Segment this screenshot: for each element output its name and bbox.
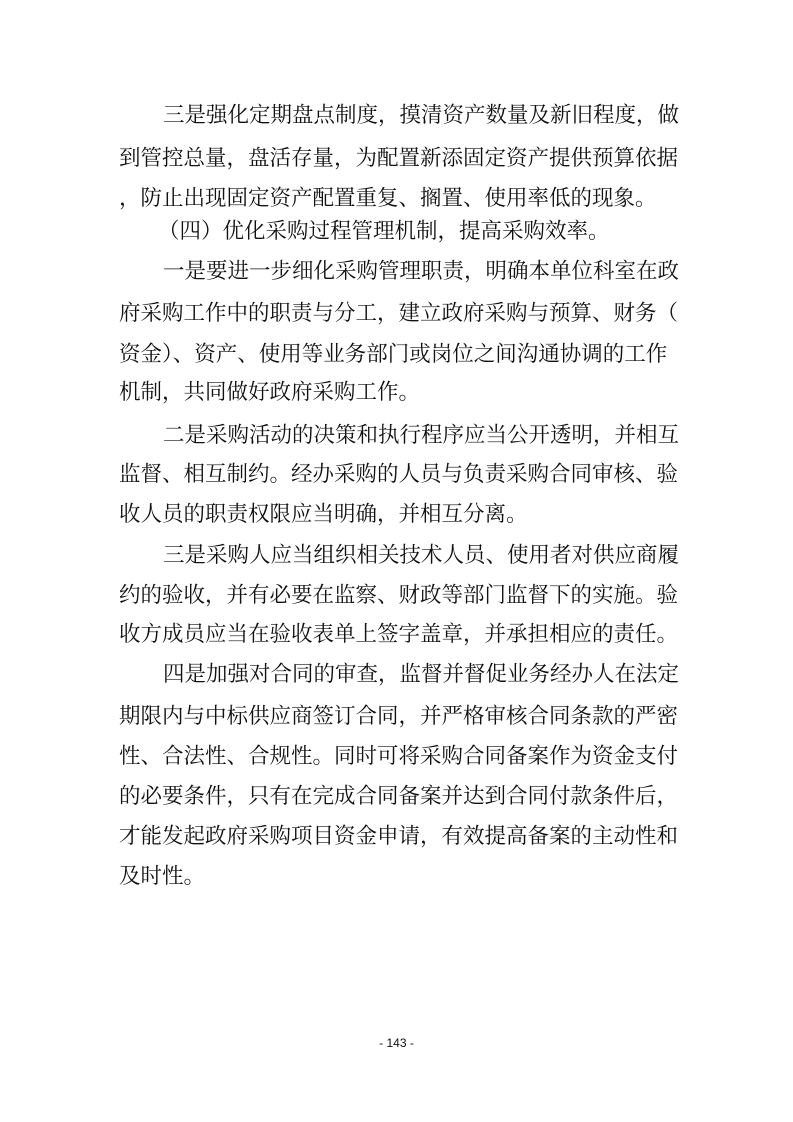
line-text: 三是强化定期盘点制度，摸清资产数量及新旧程度，做 — [163, 103, 680, 128]
line-text: 二是采购活动的决策和执行程序应当公开透明，并相互 — [163, 423, 680, 448]
paragraph-line — [0, 139, 793, 179]
line-text: 性、合法性、合规性。同时可将采购合同备案作为资金支付 — [119, 744, 679, 769]
section-heading — [0, 212, 793, 252]
paragraph-line — [0, 416, 793, 456]
line-text: 一是要进一步细化采购管理职责，明确本单位科室在政 — [163, 259, 680, 284]
paragraph-line — [0, 294, 793, 334]
paragraph-line — [0, 252, 793, 292]
line-text: 到管控总量，盘活存量，为配置新添固定资产提供预算依据 — [119, 146, 679, 171]
paragraph-line — [0, 455, 793, 495]
line-text: 府采购工作中的职责与分工，建立政府采购与预算、财务（ — [119, 301, 679, 326]
line-text: 才能发起政府采购项目资金申请，有效提高备案的主动性和 — [119, 824, 679, 849]
paragraph-line — [0, 615, 793, 655]
paragraph-line — [0, 857, 793, 897]
line-text: 及时性。 — [119, 864, 206, 889]
line-text: 四是加强对合同的审查，监督并督促业务经办人在法定 — [163, 662, 680, 687]
paragraph-line — [0, 335, 793, 375]
line-text: 的必要条件，只有在完成合同备案并达到合同付款条件后， — [119, 784, 679, 809]
heading-text: （四）优化采购过程管理机制，提高采购效率。 — [158, 219, 610, 244]
paragraph-line — [0, 96, 793, 136]
line-text: 约的验收，并有必要在监察、财政等部门监督下的实施。验 — [119, 583, 679, 608]
line-text: 机制，共同做好政府采购工作。 — [119, 380, 421, 405]
page-number: - 143 - — [379, 1036, 414, 1050]
line-text: 收人员的职责权限应当明确，并相互分离。 — [119, 502, 528, 527]
paragraph-line — [0, 576, 793, 616]
line-text: 监督、相互制约。经办采购的人员与负责采购合同审核、验 — [119, 462, 679, 487]
paragraph-line — [0, 777, 793, 817]
paragraph-line — [0, 817, 793, 857]
line-text: ，防止出现固定资产配置重复、搁置、使用率低的现象。 — [119, 186, 657, 211]
line-text: 期限内与中标供应商签订合同，并严格审核合同条款的严密 — [119, 704, 679, 729]
paragraph-line — [0, 655, 793, 695]
paragraph-line — [0, 697, 793, 737]
line-text: 资金）、资产、使用等业务部门或岗位之间沟通协调的工作 — [119, 342, 668, 367]
paragraph-line — [0, 495, 793, 535]
line-text: 收方成员应当在验收表单上签字盖章，并承担相应的责任。 — [119, 622, 679, 647]
paragraph-line — [0, 536, 793, 576]
paragraph-line — [0, 737, 793, 777]
paragraph-line — [0, 373, 793, 413]
line-text: 三是采购人应当组织相关技术人员、使用者对供应商履 — [163, 543, 680, 568]
